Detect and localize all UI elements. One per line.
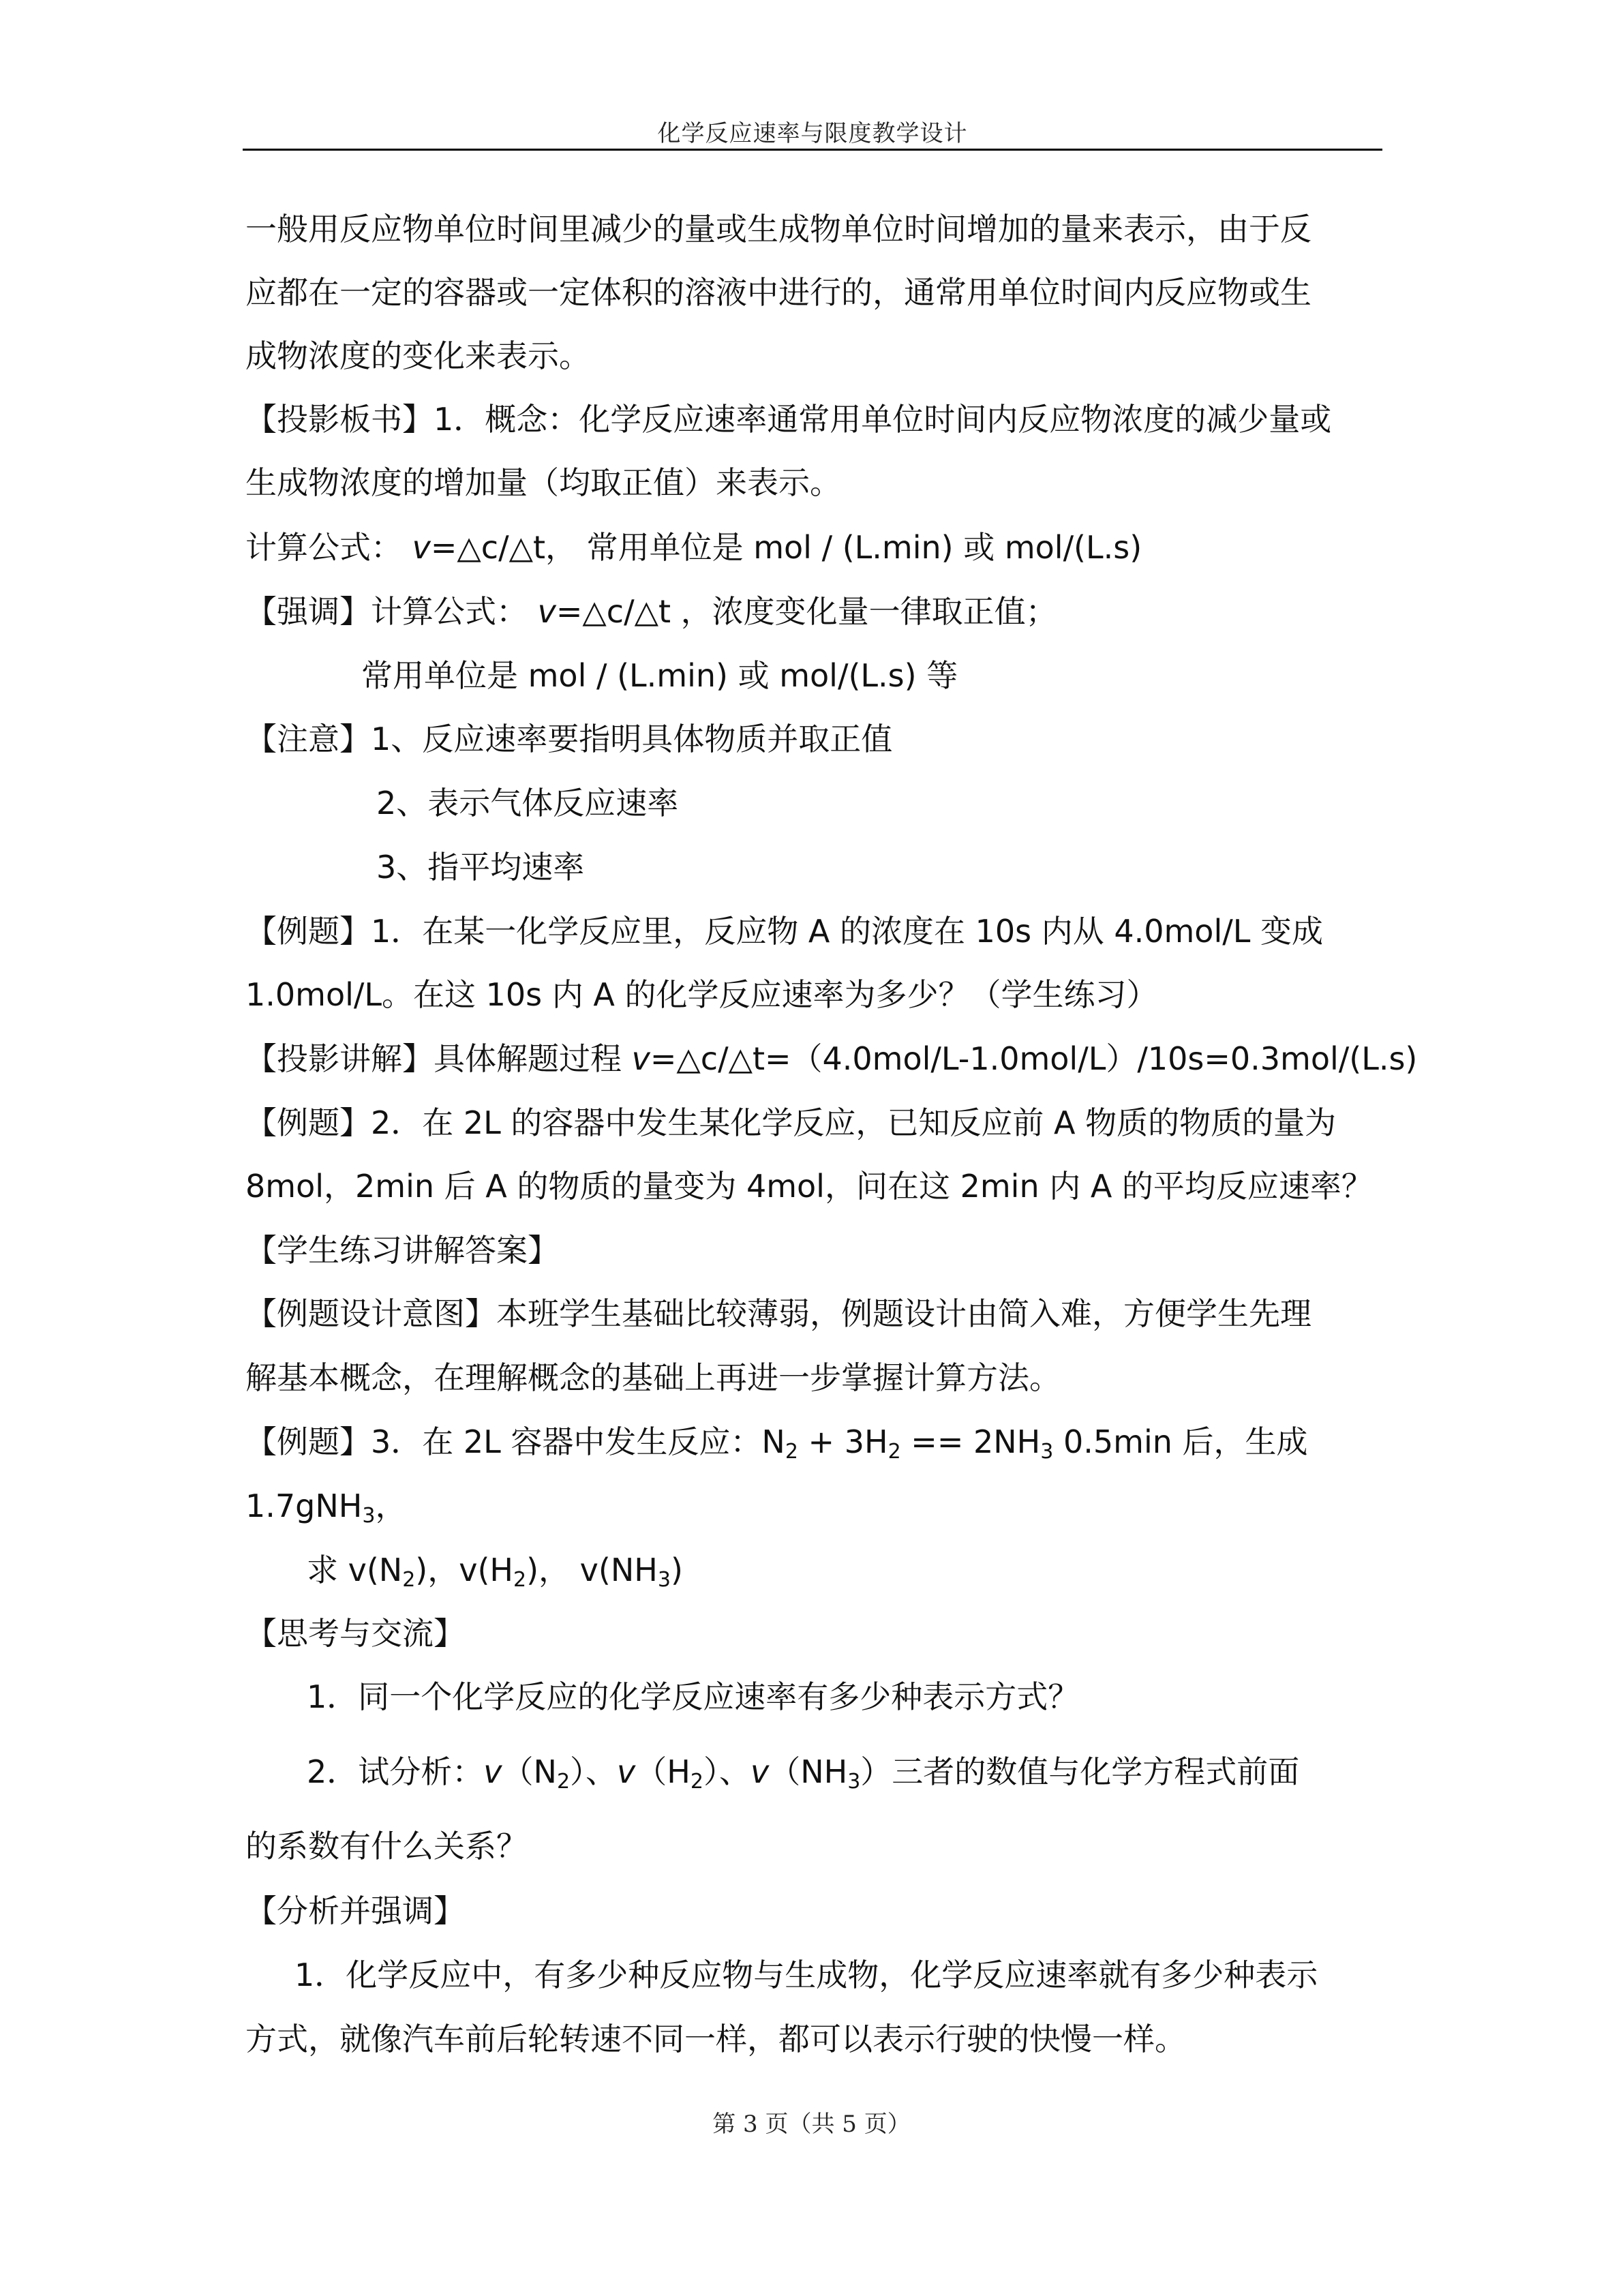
subscript: 2 <box>556 1770 571 1794</box>
paragraph-line: 一般用反应物单位时间里减少的量或生成物单位时间增加的量来表示，由于反 <box>245 211 1311 247</box>
question-text: ）三者的数值与化学方程式前面 <box>860 1753 1300 1790</box>
emphasis-units: 常用单位是 mol / (L.min) 或 mol/(L.s) 等 <box>361 657 958 694</box>
projection-line: 【投影板书】1．概念：化学反应速率通常用单位时间内反应物浓度的减少量或 <box>245 401 1332 438</box>
note-line: 【注意】1、反应速率要指明具体物质并取正值 <box>245 721 893 757</box>
subscript: 3 <box>847 1770 861 1794</box>
question-line: 的系数有什么关系？ <box>245 1828 528 1864</box>
subscript: 2 <box>513 1568 527 1592</box>
velocity-symbol: v <box>631 1040 650 1077</box>
question-line <box>307 1753 1300 1794</box>
question-text: ）、 <box>703 1753 750 1790</box>
analysis-line: 1．化学反应中，有多少种反应物与生成物，化学反应速率就有多少种表示 <box>294 1957 1318 1993</box>
example-text: == 2NH <box>900 1423 1041 1460</box>
think-heading: 【思考与交流】 <box>245 1615 465 1652</box>
explanation-text: =△c/△t=（4.0mol/L-1.0mol/L）/10s=0.3mol/(L.s) <box>650 1040 1418 1077</box>
note-line: 3、指平均速率 <box>376 849 585 886</box>
formula-text: =△c/△t， 常用单位是 mol / (L.min) 或 mol/(L.s) <box>430 529 1142 566</box>
question-line: 1．同一个化学反应的化学反应速率有多少种表示方式？ <box>307 1678 1080 1715</box>
header-divider <box>243 149 1382 151</box>
example-text: )，v(H <box>415 1552 514 1588</box>
example-text: 【例题】3．在 2L 容器中发生反应：N <box>245 1423 785 1460</box>
example-line <box>245 1423 1308 1464</box>
example-text: 求 v(N <box>307 1552 403 1588</box>
example-text: ) <box>670 1552 683 1588</box>
analysis-heading: 【分析并强调】 <box>245 1892 465 1929</box>
velocity-symbol: v <box>750 1753 770 1790</box>
example-text: 1.7gNH <box>245 1487 363 1524</box>
subscript: 2 <box>888 1440 901 1464</box>
emphasis-text: =△c/△t ，浓度变化量一律取正值； <box>556 593 1057 630</box>
question-text: ）、 <box>570 1753 618 1790</box>
velocity-symbol: v <box>412 529 431 566</box>
explanation-label: 【投影讲解】具体解题过程 <box>245 1040 632 1077</box>
design-line: 解基本概念，在理解概念的基础上再进一步掌握计算方法。 <box>245 1359 1061 1396</box>
subscript: 2 <box>785 1440 798 1464</box>
projection-line: 生成物浓度的增加量（均取正值）来表示。 <box>245 464 841 501</box>
formula-line <box>245 528 1142 567</box>
page-header: 化学反应速率与限度教学设计 <box>657 120 968 147</box>
example-line: 【例题】2．在 2L 的容器中发生某化学反应，已知反应前 A 物质的物质的量为 <box>245 1104 1337 1141</box>
velocity-symbol: v <box>617 1753 636 1790</box>
question-text: （H <box>635 1753 691 1790</box>
example-question <box>307 1551 683 1592</box>
example-text: ， <box>375 1487 407 1524</box>
subscript: 3 <box>1040 1440 1054 1464</box>
example-line: 【例题】1．在某一化学反应里，反应物 A 的浓度在 10s 内从 4.0mol/L 变成 <box>245 913 1323 950</box>
formula-label: 计算公式： <box>245 529 412 566</box>
example-line: 1.0mol/L。在这 10s 内 A 的化学反应速率为多少？（学生练习） <box>245 976 1158 1013</box>
example-line: 8mol，2min 后 A 的物质的量变为 4mol，问在这 2min 内 A 的平均反应速率？ <box>245 1168 1373 1205</box>
velocity-symbol: v <box>537 593 556 630</box>
design-line: 【例题设计意图】本班学生基础比较薄弱，例题设计由简入难，方便学生先理 <box>245 1295 1311 1332</box>
page-footer: 第 3 页（共 5 页） <box>712 2111 911 2138</box>
emphasis-line <box>245 592 1057 631</box>
example-text: + 3H <box>798 1423 888 1460</box>
subscript: 2 <box>402 1568 416 1592</box>
explanation-line <box>245 1040 1417 1078</box>
subscript: 3 <box>362 1504 376 1528</box>
question-text: （N <box>502 1753 557 1790</box>
practice-heading: 【学生练习讲解答案】 <box>245 1232 559 1269</box>
example-text: 0.5min 后，生成 <box>1053 1423 1308 1460</box>
subscript: 3 <box>657 1568 671 1592</box>
velocity-symbol: v <box>483 1753 502 1790</box>
paragraph-line: 成物浓度的变化来表示。 <box>245 337 590 374</box>
note-line: 2、表示气体反应速率 <box>376 785 679 821</box>
question-text: 2．试分析： <box>307 1753 484 1790</box>
subscript: 2 <box>690 1770 703 1794</box>
question-text: （NH <box>769 1753 848 1790</box>
emphasis-label: 【强调】计算公式： <box>245 593 538 630</box>
paragraph-line: 应都在一定的容器或一定体积的溶液中进行的，通常用单位时间内反应物或生 <box>245 274 1311 311</box>
example-text: )， v(NH <box>526 1552 658 1588</box>
analysis-line: 方式，就像汽车前后轮转速不同一样，都可以表示行驶的快慢一样。 <box>245 2021 1186 2057</box>
example-line <box>245 1487 407 1528</box>
